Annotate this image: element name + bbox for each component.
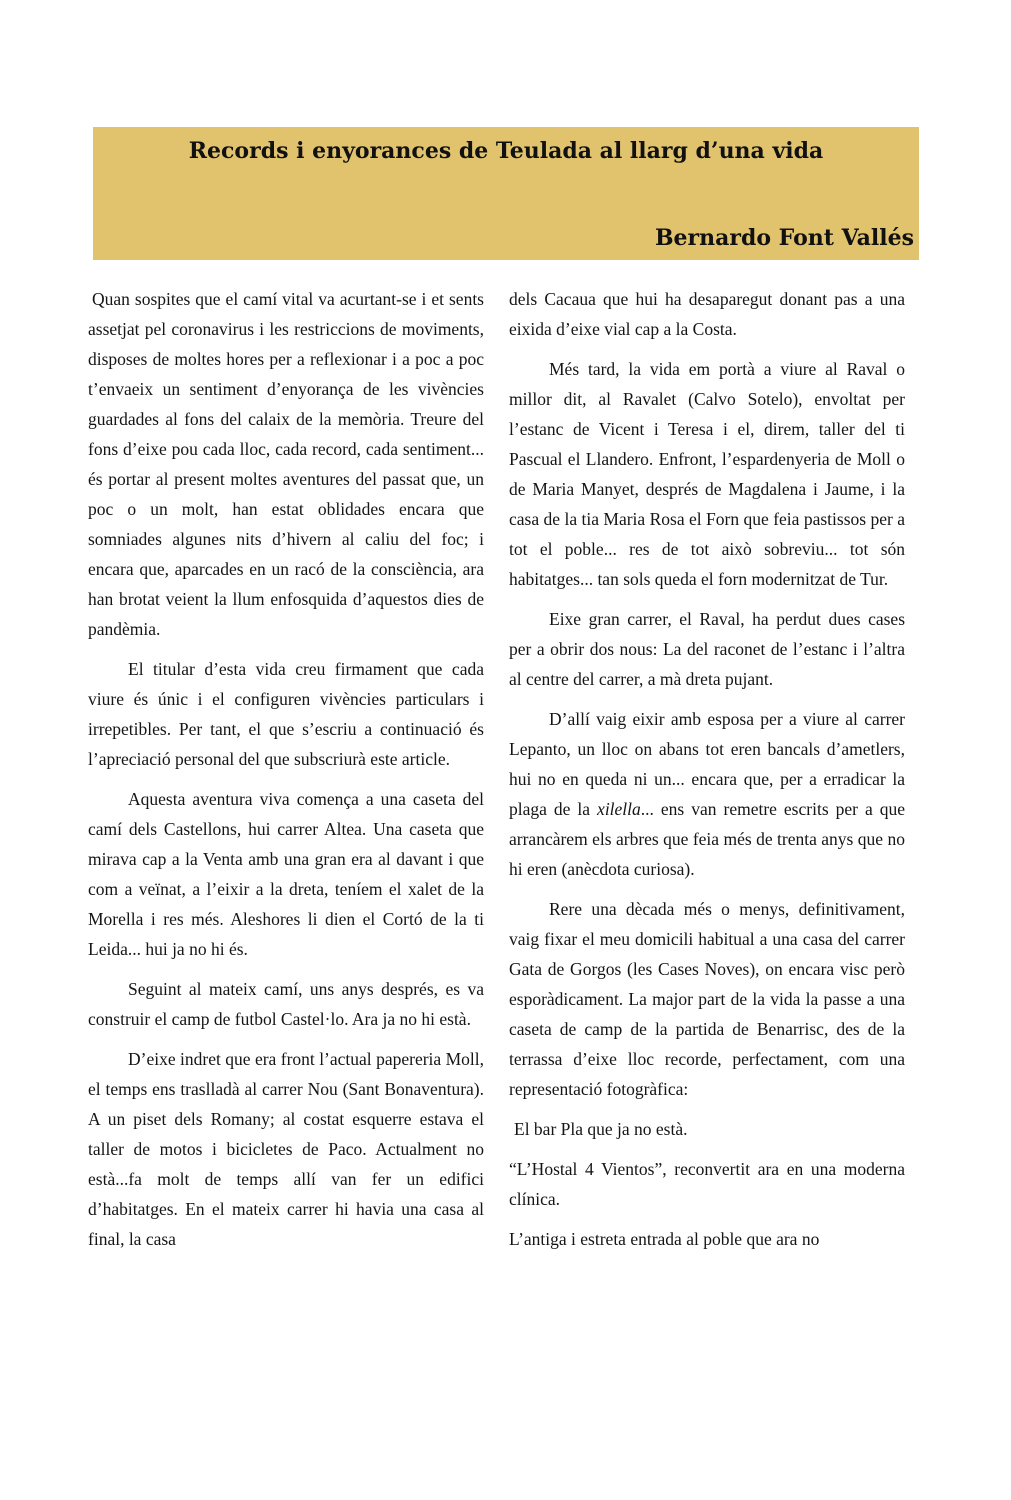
- paragraph: El titular d’esta vida creu firmament que cada viure és únic i el configuren vivències particulars i irrepetibles. Per tant, el que s’escriu a continuació és l’apreciació personal del que subscriurà este article.: [88, 659, 484, 769]
- text-column-left: [88, 284, 484, 1264]
- list-line: “L’Hostal 4 Vientos”, reconvertit ara en una moderna clínica.: [509, 1159, 905, 1209]
- paragraph: Aquesta aventura viva comença a una caseta del camí dels Castellons, hui carrer Altea. Una caseta que mirava cap a la Venta amb una gran era al davant i que com a veïnat, a l’eixir a la dreta, teníem el xalet de la Morella i res més. Aleshores li dien el Cortó de la ti Leida... hui ja no hi és.: [88, 789, 484, 959]
- paragraph: D’eixe indret que era front l’actual papereria Moll, el temps ens traslladà al carrer Nou (Sant Bonaventura). A un piset dels Romany; al costat esquerre estava el taller de motos i bicicletes de Paco. Actualment no està...fa molt de temps allí van fer un edifici d’habitatges. En el mateix carrer hi havia una casa al final, la casa: [88, 1049, 484, 1249]
- paragraph: Més tard, la vida em portà a viure al Raval o millor dit, al Ravalet (Calvo Sotelo), envoltat per l’estanc de Vicent i Teresa i el, direm, taller del ti Pascual el Llandero. Enfront, l’espardenyeria de Moll o de Maria Manyet, després de Magdalena i Jaume, i la casa de la tia Maria Rosa el Forn que feia pastissos per a tot el poble... res de tot això sobreviu... tot són habitatges... tan sols queda el forn modernitzat de Tur.: [509, 359, 905, 589]
- text-column-right: [509, 284, 905, 1264]
- article-title: Records i enyorances de Teulada al llarg d’una vida: [188, 138, 824, 164]
- paragraph: Rere una dècada més o menys, definitivament, vaig fixar el meu domicili habitual a una casa del carrer Gata de Gorgos (les Cases Noves), on encara visc però esporàdicament. La major part de la vida la passe a una caseta de camp de la partida de Benarrisc, des de la terrassa d’eixe lloc recorde, perfectament, com una representació fotogràfica:: [509, 899, 905, 1099]
- list-line: L’antiga i estreta entrada al poble que ara no: [509, 1229, 820, 1249]
- paragraph: Eixe gran carrer, el Raval, ha perdut dues cases per a obrir dos nous: La del raconet de l’estanc i l’altra al centre del carrer, a mà dreta pujant.: [509, 609, 905, 689]
- article-author: Bernardo Font Vallés: [654, 225, 914, 251]
- species-name: xilella: [597, 799, 641, 819]
- paragraph: Quan sospites que el camí vital va acurtant-se i et sents assetjat pel coronavirus i les restriccions de moviments, disposes de moltes hores per a reflexionar i a poc a poc t’envaeix un sentiment d’enyorança de les vivències guardades al fons del calaix de la memòria. Treure del fons d’eixe pou cada lloc, cada record, cada sentiment... és portar al present moltes aventures del passat que, un poc o un molt, han estat oblidades encara que somniades algunes nits d’hivern al caliu del foc; i encara que, aparcades en un racó de la consciència, ara han brotat veient la llum enfosquida d’aquestos dies de pandèmia.: [88, 289, 484, 639]
- paragraph-text: ... ens van remetre escrits per a que arrancàrem els arbres que feia més de trenta anys que no hi eren (anècdota curiosa).: [509, 799, 905, 879]
- paragraph: dels Cacaua que hui ha desaparegut donant pas a una eixida d’eixe vial cap a la Costa.: [509, 289, 905, 339]
- title-banner: [93, 127, 919, 260]
- paragraph: [509, 704, 905, 884]
- paragraph-text: D’allí vaig eixir amb esposa per a viure al carrer Lepanto, un lloc on abans tot eren bancals d’ametlers, hui no en queda ni un... encara que, per a erradicar la plaga de la: [509, 709, 905, 819]
- list-line: El bar Pla que ja no està.: [514, 1119, 688, 1139]
- paragraph: Seguint al mateix camí, uns anys després, es va construir el camp de futbol Castel·lo. Ara ja no hi està.: [88, 979, 484, 1029]
